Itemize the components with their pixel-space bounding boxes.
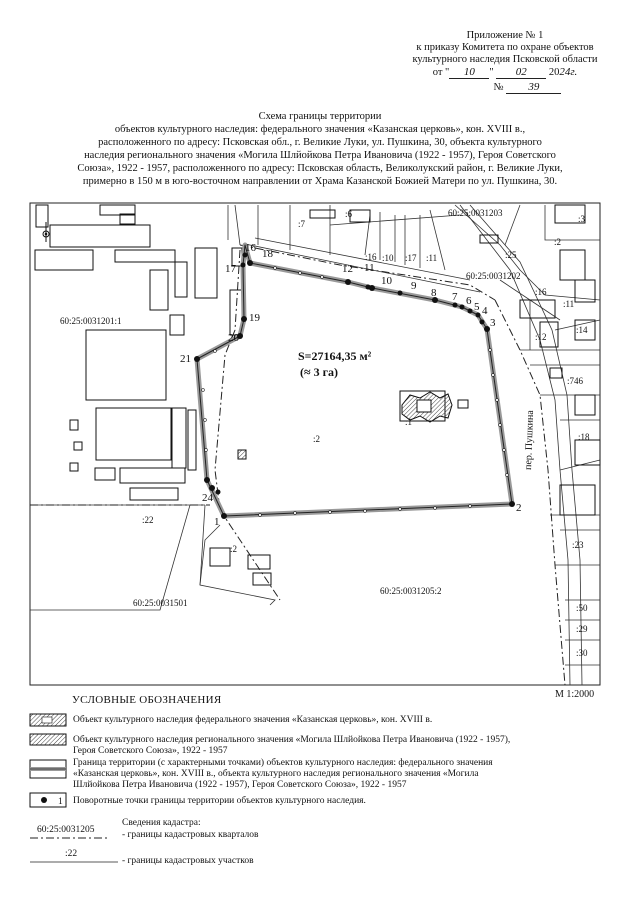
parcel-label-7: :7 <box>298 219 306 229</box>
parcel-label-18: :18 <box>578 432 590 442</box>
parcel-label-2-north: :2 <box>554 237 562 247</box>
legend-item-grave: Объект культурного наследия регионального значения «Могила Шлйойкова Петра Ивановича (1922 - 1957), Героя Советского Союза», 1922 - 1957 <box>73 735 511 756</box>
attachment-number: Приложение № 1 <box>466 30 544 41</box>
legend-item-points: Поворотные точки границы территории объектов культурного наследия. <box>73 796 366 806</box>
point-label-11: 11 <box>364 262 375 274</box>
legend-item-church: Объект культурного наследия федерального значения «Казанская церковь», кон. XVIII в. <box>73 715 433 725</box>
parcel-label-2-south: :2 <box>230 544 238 554</box>
parcel-label-2-main: :2 <box>313 434 321 444</box>
point-label-4: 4 <box>482 305 488 317</box>
parcel-label-50: :50 <box>576 603 588 613</box>
quarter-label-31201: 60:25:0031201:1 <box>60 316 122 326</box>
date-day: 10 <box>449 66 489 79</box>
parcel-label-12: :12 <box>535 332 547 342</box>
point-label-18: 18 <box>262 248 273 260</box>
point-label-1: 1 <box>214 516 220 528</box>
parcel-label-17: :17 <box>405 253 417 263</box>
point-label-6: 6 <box>466 295 472 307</box>
title-line-2: объектов культурного наследия: федерального значения «Казанская церковь», кон. XVIII в., <box>114 124 526 135</box>
boundary-minor-points <box>202 267 509 517</box>
parcel-label-30: :30 <box>576 648 588 658</box>
point-label-24: 24 <box>202 492 213 504</box>
point-label-2: 2 <box>516 502 522 514</box>
date-year: 24г. <box>559 66 578 78</box>
legend-heading: УСЛОВНЫЕ ОБОЗНАЧЕНИЯ <box>72 694 222 706</box>
parcel-label-25: :25 <box>505 250 517 260</box>
point-label-10: 10 <box>381 275 392 287</box>
quarter-label-31203: 60:25:0031203 <box>448 208 503 218</box>
title-line-6: примерно в 150 м в юго-восточном направлении от Храма Казанской Божией Матери по ул. Пушкина, 30. <box>82 176 558 187</box>
point-label-5: 5 <box>474 301 480 313</box>
quarter-label-31202: 60:25:0031202 <box>466 271 521 281</box>
parcel-label-16-b: :16 <box>535 287 547 297</box>
parcel-label-3: :3 <box>578 214 586 224</box>
point-label-21: 21 <box>180 353 191 365</box>
title-line-3: расположенного по адресу: Псковская обл., г. Великие Луки, ул. Пушкина, 30, объекта культурного <box>98 137 542 148</box>
street-label: пер. Пушкина <box>523 410 537 471</box>
point-label-9: 9 <box>411 280 417 292</box>
parcel-label-11-a: :11 <box>426 253 438 263</box>
date-month: 02 <box>496 66 546 79</box>
territory-boundary <box>197 245 512 516</box>
quarter-label-31205: 60:25:0031205:2 <box>380 586 442 596</box>
title-line-1: Схема границы территории <box>258 111 382 122</box>
title-line-5: Союза», 1922 - 1957, расположенного по адресу: Псковская область, Великолукский район, г. Великие Луки, <box>77 163 563 174</box>
legend-quarter-sample: 60:25:0031205 <box>37 825 95 835</box>
point-label-12: 12 <box>342 263 353 275</box>
legend-cadastre-heading: Сведения кадастра: <box>122 818 201 828</box>
point-label-8: 8 <box>431 287 437 299</box>
parcel-label-746: :746 <box>567 376 584 386</box>
parcel-label-23: :23 <box>572 540 584 550</box>
grave-memorial <box>238 450 246 459</box>
point-label-16: 16 <box>245 242 256 254</box>
parcel-label-14: :14 <box>576 325 588 335</box>
legend-parcel-desc: - границы кадастровых участков <box>122 856 254 866</box>
parcel-label-22: :22 <box>142 515 154 525</box>
committee-name: культурного наследия Псковской области <box>412 54 598 65</box>
order-reference: к приказу Комитета по охране объектов <box>416 42 594 53</box>
parcel-label-29: :29 <box>576 624 588 634</box>
quarter-label-31501: 60:25:0031501 <box>133 598 188 608</box>
legend-quarter-desc: - границы кадастровых кварталов <box>122 830 259 840</box>
title-line-4: наследия регионального значения «Могила Шлйойкова Петра Ивановича (1922 - 1957), Героя Советского <box>84 150 556 161</box>
legend-parcel-sample: :22 <box>65 849 78 859</box>
point-label-3: 3 <box>490 317 496 329</box>
point-label-17: 17 <box>225 263 236 275</box>
order-number: № 39 <box>390 81 620 94</box>
buildings <box>35 205 600 585</box>
point-label-20: 20 <box>228 332 239 344</box>
parcel-label-10: :10 <box>382 253 394 263</box>
order-date: от " 10 " 02 2024г. <box>432 66 578 78</box>
scale-label: М 1:2000 <box>555 689 595 700</box>
legend-grave-symbol <box>30 734 66 745</box>
area-value: S=27164,35 м² <box>298 349 372 363</box>
parcel-label-6: :6 <box>345 209 353 219</box>
point-label-19: 19 <box>249 312 260 324</box>
legend-item-boundary: Граница территории (с характерными точками) объектов культурного наследия: федерального значения «Казанская церковь», кон. XVIII в., объекта культурного наследия регионального значения «Могила Шлйойкова Петра Ивановича (1922 - 1957), Героя Советского Союза», 1922 - 1957 <box>73 758 493 790</box>
point-label-7: 7 <box>452 291 458 303</box>
legend-point-number: 1 <box>58 797 63 807</box>
parcel-label-11-b: :11 <box>563 299 575 309</box>
order-number-value: 39 <box>506 81 561 94</box>
parcel-label-16-a: :16 <box>365 252 377 262</box>
area-approx: (≈ 3 га) <box>300 365 339 379</box>
parcel-label-1: :1 <box>405 417 413 427</box>
